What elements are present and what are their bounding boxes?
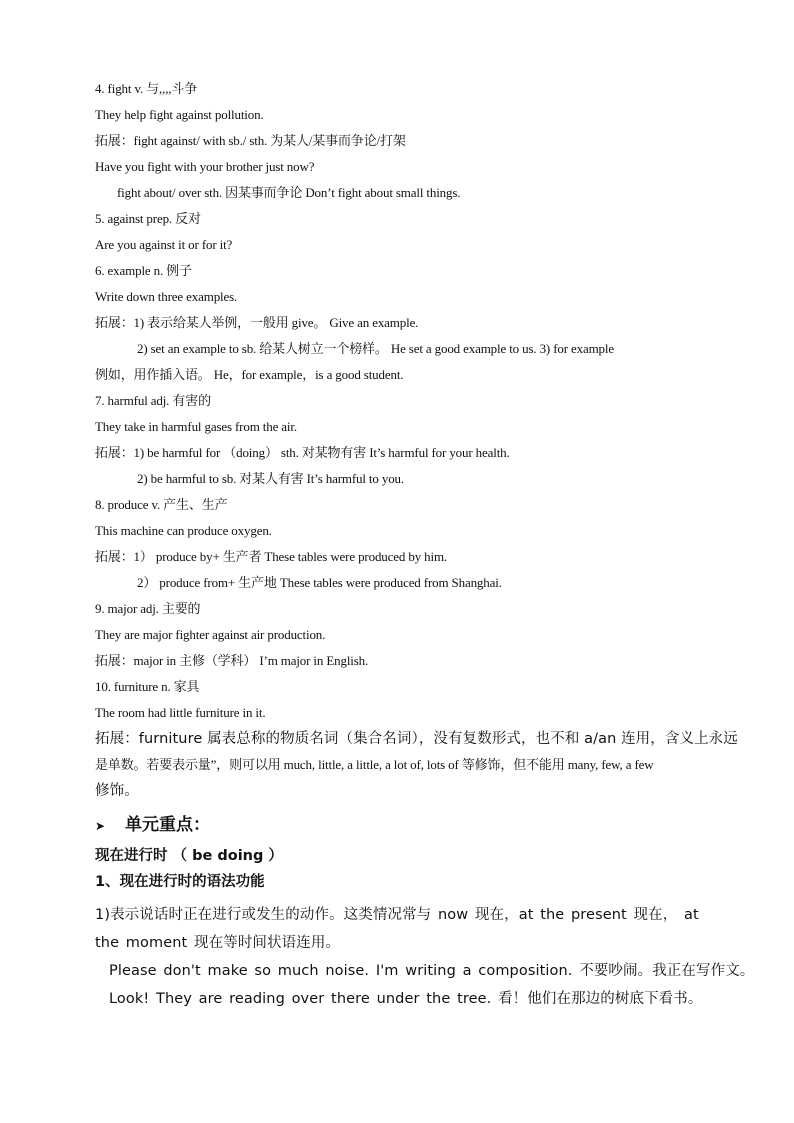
vocab-heading-furniture: 10. furniture n. 家具 <box>95 679 200 694</box>
extension-note: 拓展：1) be harmful for （doing） sth. 对某物有害 It’s harmful for your health. <box>95 445 510 460</box>
arrow-bullet-icon: ➤ <box>95 819 106 833</box>
example-sentence: They take in harmful gases from the air. <box>95 419 297 434</box>
example-sentence: Have you fight with your brother just now? <box>95 159 315 174</box>
extension-note: 2) set an example to sb. 给某人树立一个榜样。 He set a good example to us. 3) for example <box>137 341 614 356</box>
extension-note: 例如，用作插入语。 He，for example，is a good student. <box>95 367 404 382</box>
section-title: 单元重点： <box>125 815 210 835</box>
extension-note: 修饰。 <box>95 783 139 799</box>
example-sentence: Are you against it or for it? <box>95 237 233 252</box>
extension-note: 是单数。若要表示量”，则可以用 much, little, a little, a lot of, lots of 等修饰，但不能用 many, few, a few <box>95 757 654 772</box>
grammar-topic-title: 现在进行时 （ be doing ） <box>95 848 283 864</box>
extension-note: 拓展：fight against/ with sb./ sth. 为某人/某事而争论/打架 <box>95 133 406 148</box>
example-sentence: This machine can produce oxygen. <box>95 523 272 538</box>
grammar-example: Please don't make so much noise. I'm writing a composition. 不要吵闹。我正在写作文。 <box>109 963 755 979</box>
extension-note: 拓展：1) 表示给某人举例，一般用 give。 Give an example. <box>95 315 419 330</box>
extension-note: fight about/ over sth. 因某事而争论 Don’t fight about small things. <box>117 185 461 200</box>
example-sentence: The room had little furniture in it. <box>95 705 266 720</box>
extension-note: 2) be harmful to sb. 对某人有害 It’s harmful to you. <box>137 471 404 486</box>
grammar-paragraph: the moment 现在等时间状语连用。 <box>95 935 341 951</box>
extension-note: 拓展：major in 主修（学科） I’m major in English. <box>95 653 369 668</box>
grammar-paragraph: 1)表示说话时正在进行或发生的动作。这类情况常与 now 现在，at the present 现在， at <box>95 907 699 923</box>
extension-note: 2） produce from+ 生产地 These tables were produced from Shanghai. <box>137 575 502 590</box>
example-sentence: Write down three examples. <box>95 289 238 304</box>
vocab-heading-fight: 4. fight v. 与,,,,斗争 <box>95 81 198 96</box>
vocab-heading-major: 9. major adj. 主要的 <box>95 601 201 616</box>
vocab-heading-produce: 8. produce v. 产生、生产 <box>95 497 228 512</box>
extension-note: 拓展：1） produce by+ 生产者 These tables were produced by him. <box>95 549 448 564</box>
example-sentence: They are major fighter against air production. <box>95 627 326 642</box>
vocab-heading-harmful: 7. harmful adj. 有害的 <box>95 393 211 408</box>
grammar-example: Look! They are reading over there under the tree. 看！他们在那边的树底下看书。 <box>109 991 703 1007</box>
grammar-heading: 1、现在进行时的语法功能 <box>95 874 265 890</box>
example-sentence: They help fight against pollution. <box>95 107 264 122</box>
vocab-heading-against: 5. against prep. 反对 <box>95 211 201 226</box>
extension-note: 拓展：furniture 属表总称的物质名词（集合名词），没有复数形式，也不和 a/an 连用，含义上永远 <box>95 731 738 747</box>
vocab-heading-example: 6. example n. 例子 <box>95 263 192 278</box>
